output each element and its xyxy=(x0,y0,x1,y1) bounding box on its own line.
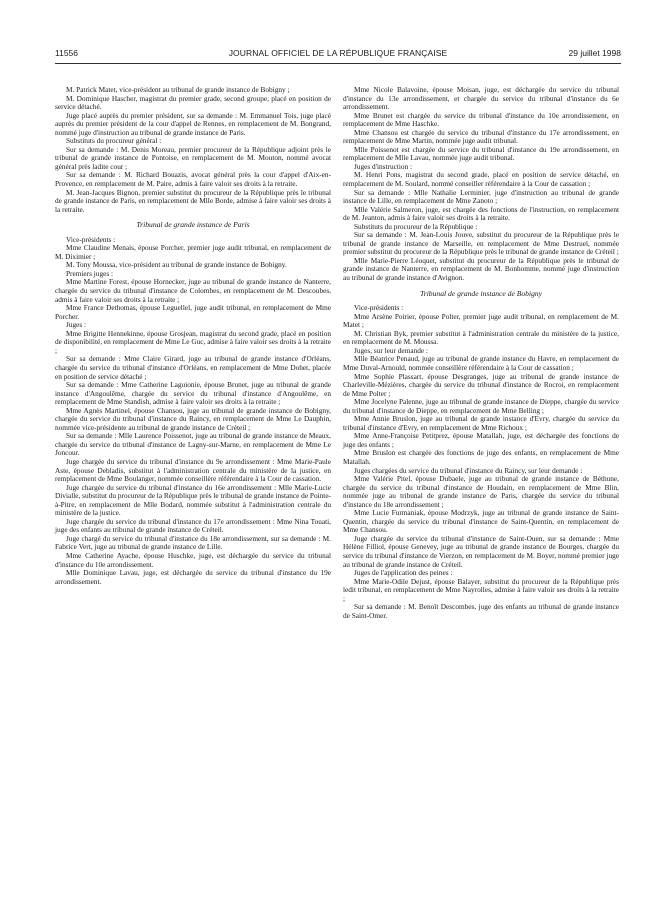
paragraph: Mlle Béatrice Penaud, juge au tribunal de grande instance du Havre, en remplacement de Mme Duval-Arnould, nommée conseillère référendaire à la Cour de cassation ; xyxy=(343,354,619,372)
page-header xyxy=(55,47,621,59)
paragraph: Juge placé auprès du premier président, sur sa demande : M. Emmanuel Tois, juge placé auprès du premier président de la cour d'appel de Rennes, en remplacement de M. Bongrand, nommé juge d'instruction au tribunal de grande instance de Paris. xyxy=(55,110,331,137)
paragraph: M. Christian Byk, premier substitut à l'administration centrale du ministère de la justice, en remplacement de M. Moussa. xyxy=(343,328,619,347)
paragraph: Vice-présidents : xyxy=(354,303,404,313)
paragraph: Mme Agnès Martinel, épouse Chansou, juge au tribunal de grande instance de Bobigny, chargée du service du tribunal d'instance du Raincy, en remplacement de Mme Le Dauphin, nommée vice-présidente au tribunal de grande instance de Créteil ; xyxy=(55,405,331,432)
paragraph: Juge chargée du service du tribunal d'instance du 9e arrondissement : Mme Marie-Paule Aste, épouse Debladis, substitut à l'administration centrale du ministère de la justice, en remplacement de Mme Boulanger, nommée conseillère référendaire à la Cour de cassation. xyxy=(55,456,331,484)
paragraph: Mme Chansou est chargée du service du tribunal d'instance du 17e arrondissement, en remplacement de Mme Martin, nommée juge audit tribunal. xyxy=(343,127,619,146)
paragraph: Sur sa demande : M. Jean-Louis Jouve, substitut du procureur de la République près le tribunal de grande instance de Marseille, en remplacement de Mme Destruel, nommée premier substitut du procureur de la République près le tribunal de grande instance de Créteil ; xyxy=(343,230,619,257)
paragraph: Juges, sur leur demande : xyxy=(354,345,428,355)
paragraph: Sur sa demande : Mme Catherine Laguionie, épouse Brunet, juge au tribunal de grande instance d'Angoulême, chargée du service du tribunal d'instance d'Angoulême, en remplacement de Mme Standish, admise à faire valoir ses droits à la retraite ; xyxy=(55,380,331,407)
publication-date: 29 juillet 1998 xyxy=(568,48,621,58)
journal-title: JOURNAL OFFICIEL DE LA RÉPUBLIQUE FRANÇAISE xyxy=(228,48,448,58)
paragraph: Juge chargée du service du tribunal d'instance du 17e arrondissement : Mme Nina Touati, juge des enfants au tribunal de grande instance de Créteil. xyxy=(55,516,331,535)
paragraph: Juges de l'application des peines : xyxy=(354,568,453,578)
paragraph: M. Patrick Matet, vice-président au tribunal de grande instance de Bobigny ; xyxy=(66,85,290,94)
paragraph: Mlle Dominique Lavau, juge, est déchargée du service du tribunal d'instance du 19e arrondissement. xyxy=(55,568,331,586)
paragraph: Mme Annie Bruslon, juge au tribunal de grande instance d'Evry, chargée du service du tribunal d'instance d'Evry, en remplacement de Mme Richoux ; xyxy=(343,414,619,432)
left-text-column xyxy=(55,86,331,586)
paragraph: M. Dominique Hascher, magistrat du premier grade, second groupe, placé en position de service détaché. xyxy=(55,93,331,112)
paragraph: Mme Arsène Poirier, épouse Polter, premier juge audit tribunal, en remplacement de M. Matet ; xyxy=(343,311,619,330)
paragraph: Mme Jocelyne Palenne, juge au tribunal de grande instance de Dieppe, chargée du service du tribunal d'instance de Dieppe, en remplacement de Mme Belling ; xyxy=(343,397,619,415)
paragraph: M. Jean-Jacques Bignon, premier substitut du procureur de la République près le tribunal de grande instance de Paris, en remplacement de Mlle Borde, admise à faire valoir ses droits à la retraite. xyxy=(55,187,331,214)
paragraph: Mlle Marie-Pierre Léoquet, substitut du procureur de la République près le tribunal de grande instance de Nanterre, en remplacement de M. Bonhomme, nommé juge d'instruction au tribunal de grande instance d'Avignon. xyxy=(343,255,619,283)
paragraph: Mme Bruslon est chargée des fonctions de juge des enfants, en remplacement de Mme Matallah. xyxy=(343,448,619,466)
paragraph: Juges chargées du service du tribunal d'instance du Raincy, sur leur demande : xyxy=(354,465,583,475)
paragraph: Juge chargée du service du tribunal d'instance de Saint-Ouen, sur sa demande : Mme Hélène Filliol, épouse Genevey, juge au tribunal de grande instance de Bourges, chargée du service du tribunal d'instance de Vierzon, en remplacement de M. Boyer, nommé premier juge au tribunal de grande instance de Créteil. xyxy=(343,533,619,569)
paragraph: Sur sa demande : M. Benoît Descombes, juge des enfants au tribunal de grande instance de Saint-Omer. xyxy=(343,602,619,620)
paragraph: Mme Brunet est chargée du service du tribunal d'instance du 10e arrondissement, en remplacement de Mme Haschke. xyxy=(343,110,619,129)
paragraph: Mme Martine Forest, épouse Hornecker, juge au tribunal de grande instance de Nanterre, chargée du service du tribunal d'instance de Colombes, en remplacement de M. Descoubes, admis à faire valoir ses droits à la retraite ; xyxy=(55,277,331,304)
paragraph: Sur sa demande : M. Denis Moreau, premier procureur de la République adjoint près le tribunal de grande instance de Pontoise, en remplacement de M. Mouton, nommé avocat général près ladite cour ; xyxy=(55,144,331,171)
paragraph: Mme Claudine Menais, épouse Porcher, premier juge audit tribunal, en remplacement de M. Diximier ; xyxy=(55,243,331,261)
paragraph: Mme France Dethomas, épouse Leguellel, juge audit tribunal, en remplacement de Mme Porcher. xyxy=(55,303,331,321)
paragraph: Mme Marie-Odile Dejust, épouse Balayer, substitut du procureur de la République près ledit tribunal, en remplacement de Mme Nayrolles, admise à faire valoir ses droits à la retraite ; xyxy=(343,576,619,603)
right-text-column xyxy=(343,86,619,620)
paragraph: Mlle Valérie Salmeron, juge, est chargée des fonctions de l'instruction, en remplacement de M. Jeanton, admis à faire valoir ses droits à la retraite. xyxy=(343,204,619,223)
paragraph: Mme Nicole Balavoine, épouse Moisan, juge, est déchargée du service du tribunal d'instance du 13e arrondissement, et chargée du service du tribunal d'instance du 6e arrondissement. xyxy=(343,85,619,112)
paragraph: Mme Anne-Françoise Petitprez, épouse Matallah, juge, est déchargée des fonctions de juge des enfants ; xyxy=(343,431,619,449)
paragraph: Mme Catherine Ayache, épouse Huschke, juge, est déchargée du service du tribunal d'instance du 10e arrondissement. xyxy=(55,550,331,569)
paragraph: Substituts du procureur général : xyxy=(66,136,162,146)
section-heading: Tribunal de grande instance de Bobigny xyxy=(419,288,543,298)
paragraph: Sur sa demande : Mlle Laurence Poissenot, juge au tribunal de grande instance de Meaux, chargée du service du tribunal d'instance de Lagny-sur-Marne, en remplacement de Mme Le Joncour. xyxy=(55,431,331,458)
paragraph: Sur sa demande : Mlle Nathalie Lerminier, juge d'instruction au tribunal de grande instance de Lille, en remplacement de Mme Zanoto ; xyxy=(343,187,619,206)
paragraph: M. Henri Pons, magistrat du second grade, placé en position de service détaché, en remplacement de M. Soulard, nommé conseiller référendaire à la Cour de cassation ; xyxy=(343,170,619,189)
paragraph: Juges : xyxy=(66,320,87,330)
section-heading: Tribunal de grande instance de Paris xyxy=(136,220,250,230)
header-divider xyxy=(55,63,621,64)
paragraph: Substituts du procureur de la République : xyxy=(354,221,478,231)
paragraph: Sur sa demande : Mme Claire Girard, juge au tribunal de grande instance d'Orléans, chargée du service du tribunal d'instance d'Orléans, en remplacement de Mme Dohet, placée en position de service détaché ; xyxy=(55,354,331,381)
paragraph: Mme Brigitte Hennekinne, épouse Grosjean, magistrat du second grade, placé en position de disponibilité, en remplacement de Mme Le Guc, admise à faire valoir ses droits à la retraite ; xyxy=(55,328,331,355)
paragraph: Juges d'instruction : xyxy=(354,161,413,171)
paragraph: Mme Valérie Pitel, épouse Dubaele, juge au tribunal de grande instance de Béthune, chargée du service du tribunal d'instance de Houdain, en remplacement de Mme Blin, nommée juge au tribunal de grande instance de Paris, chargée du service du tribunal d'instance du 18e arrondissement ; xyxy=(343,474,619,509)
paragraph: M. Tony Moussa, vice-président au tribunal de grande instance de Bobigny. xyxy=(66,260,287,270)
paragraph: Sur sa demande : M. Richard Bouazis, avocat général près la cour d'appel d'Aix-en-Provence, en remplacement de M. Paire, admis à faire valoir ses droits à la retraite. xyxy=(55,170,331,189)
paragraph: Juge chargée du service du tribunal d'instance du 16e arrondissement : Mlle Marie-Lucie Divialle, substitut du procureur de la République près le tribunal de grande instance de Pointe-à-Pitre, en remplacement de Mlle Bodard, nommée substitut à l'administration centrale du ministère de la justice. xyxy=(55,482,331,518)
page-number: 11556 xyxy=(55,48,79,58)
paragraph: Mlle Poissenot est chargée du service du tribunal d'instance du 19e arrondissement, en remplacement de Mlle Lavau, nommée juge audit tribunal. xyxy=(343,144,619,163)
paragraph: Mme Lucie Furmaniak, épouse Modrzyk, juge au tribunal de grande instance de Saint-Quentin, chargée du service du tribunal d'instance de Saint-Quentin, en remplacement de Mme Chansou. xyxy=(343,508,619,535)
paragraph: Vice-présidents : xyxy=(66,234,116,244)
paragraph: Premiers juges : xyxy=(66,268,114,278)
paragraph: Mme Sophie Plassart, épouse Desgranges, juge au tribunal de grande instance de Charleville-Mézières, chargée du service du tribunal d'instance de Rocroi, en remplacement de Mme Polter ; xyxy=(343,371,619,398)
paragraph: Juge chargé du service du tribunal d'instance du 18e arrondissement, sur sa demande : M. Fabrice Vert, juge au tribunal de grande instance de Lille. xyxy=(55,533,331,552)
